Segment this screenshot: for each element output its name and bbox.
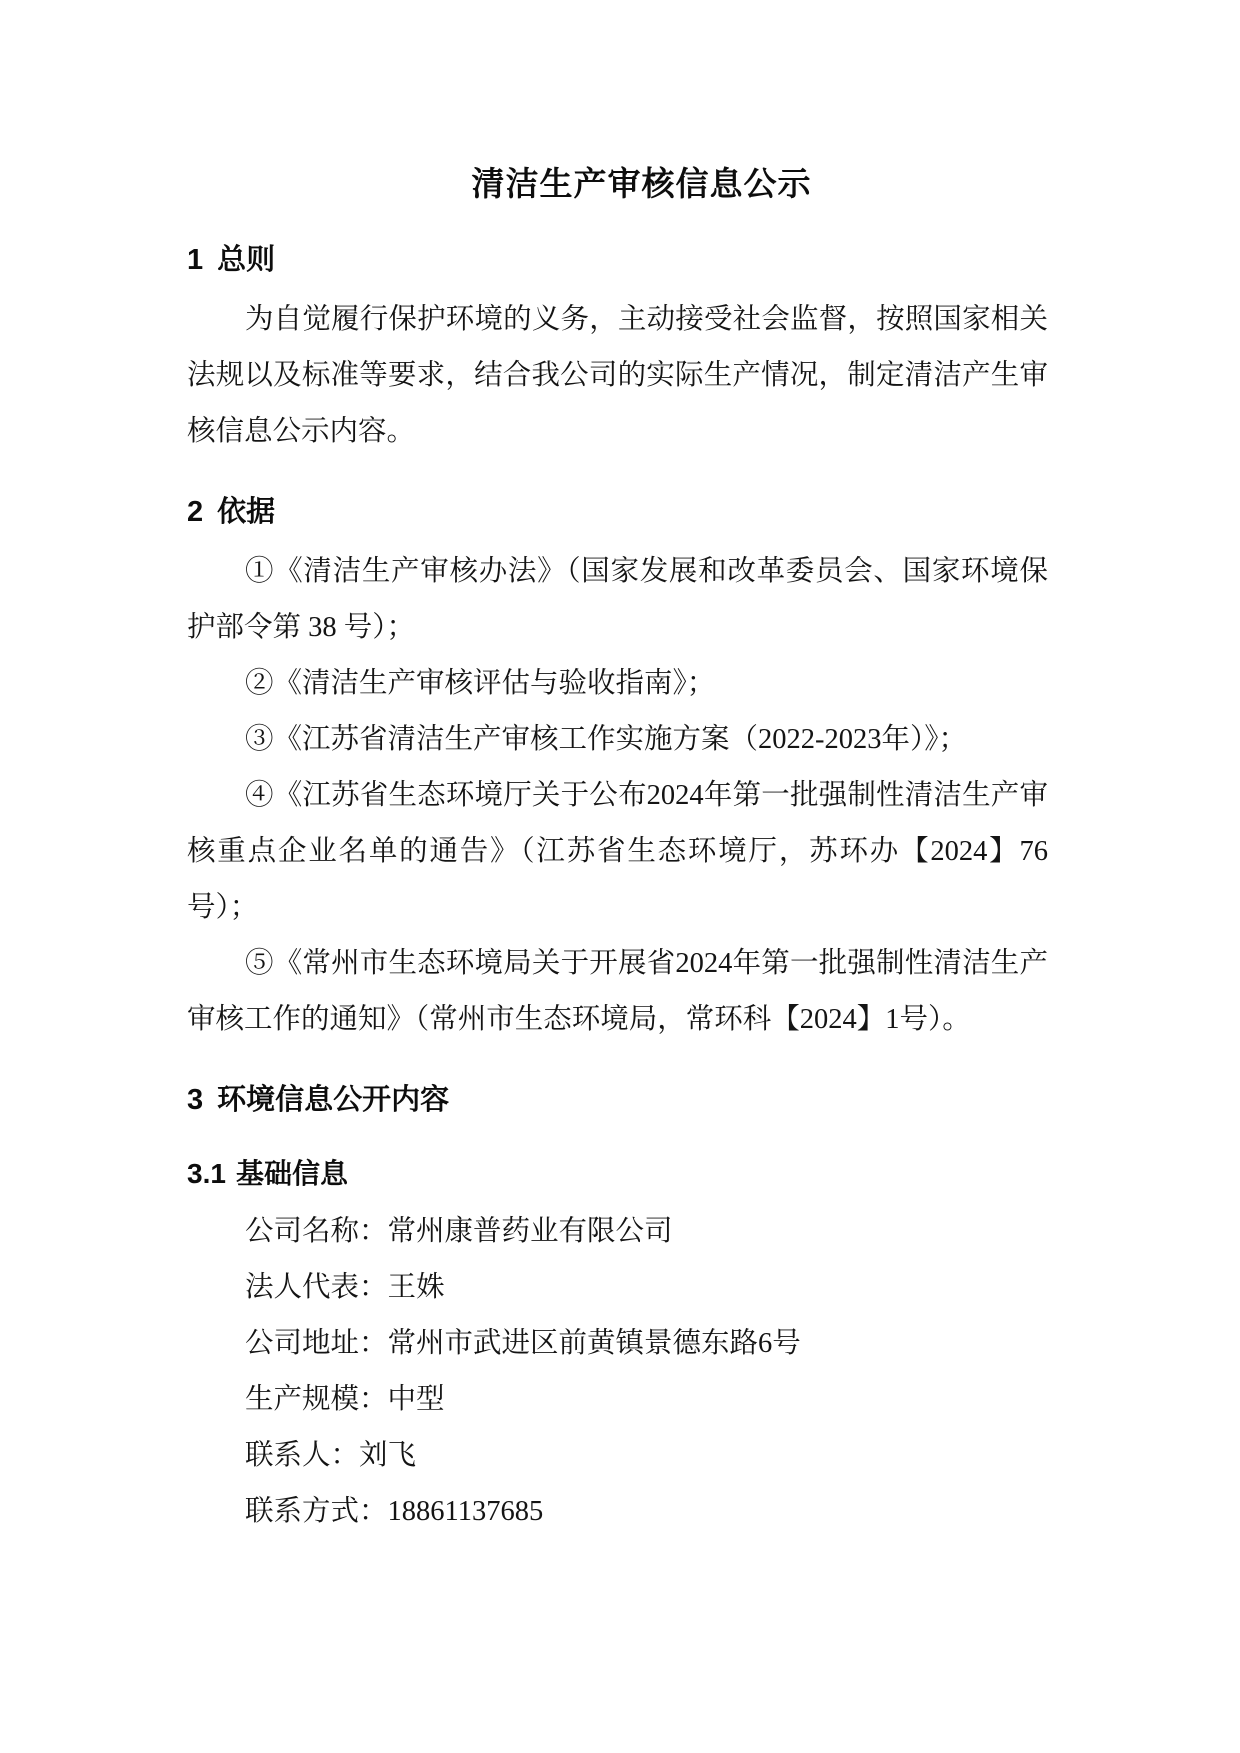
- info-label: 法人代表: [245, 1272, 360, 1303]
- info-contact-person: [187, 1428, 1048, 1484]
- document-title: 清洁生产审核信息公示: [471, 165, 812, 202]
- info-colon: ：: [359, 1216, 388, 1247]
- info-value: 刘飞: [359, 1440, 417, 1471]
- info-label: 公司名称: [245, 1216, 360, 1247]
- section-2-title: 依据: [217, 496, 276, 528]
- info-value: 中型: [387, 1384, 445, 1415]
- subsection-3-1-title: 基础信息: [235, 1158, 348, 1189]
- info-label: 公司地址: [245, 1328, 360, 1359]
- section-1-number: 1: [187, 244, 204, 276]
- info-company-address: [187, 1316, 1048, 1372]
- info-colon: ：: [359, 1496, 388, 1527]
- section-3-heading: [187, 1080, 1048, 1120]
- basis-item-4: ④《江苏省生态环境厅关于公布2024年第一批强制性清洁生产审核重点企业名单的通告》（江苏省生态环境厅，苏环办【2024】76号）；: [187, 780, 1048, 923]
- info-label: 生产规模: [245, 1384, 360, 1415]
- section-1-paragraph: 为自觉履行保护环境的义务，主动接受社会监督，按照国家相关法规以及标准等要求，结合我公司的实际生产情况，制定清洁产生审核信息公示内容。: [187, 304, 1048, 447]
- info-colon: ：: [359, 1272, 388, 1303]
- subsection-3-1-number: 3.1: [187, 1158, 226, 1189]
- info-company-name: [187, 1204, 1048, 1260]
- basis-item-2: ②《清洁生产审核评估与验收指南》；: [245, 668, 716, 699]
- info-label: 联系方式: [245, 1496, 360, 1527]
- info-production-scale: [187, 1372, 1048, 1428]
- basis-item-1: ①《清洁生产审核办法》（国家发展和改革委员会、国家环境保护部令第 38 号）；: [187, 556, 1048, 643]
- info-colon: ：: [359, 1328, 388, 1359]
- info-value: 常州康普药业有限公司: [387, 1216, 673, 1247]
- info-value: 18861137685: [387, 1496, 544, 1527]
- section-1-title: 总则: [217, 244, 276, 276]
- section-3-title: 环境信息公开内容: [217, 1084, 450, 1116]
- basis-item-3: ③《江苏省清洁生产审核工作实施方案（2022-2023年）》；: [245, 724, 967, 755]
- section-2-heading: [187, 492, 1048, 532]
- info-label: 联系人: [245, 1440, 331, 1471]
- info-colon: ：: [359, 1384, 388, 1415]
- info-value: 王姝: [387, 1272, 445, 1303]
- info-contact-phone: [187, 1484, 1048, 1540]
- info-value: 常州市武进区前黄镇景德东路6号: [387, 1328, 801, 1359]
- section-3-number: 3: [187, 1084, 204, 1116]
- section-1-heading: [187, 240, 1048, 280]
- info-legal-representative: [187, 1260, 1048, 1316]
- section-2-number: 2: [187, 496, 204, 528]
- basis-item-5: ⑤《常州市生态环境局关于开展省2024年第一批强制性清洁生产审核工作的通知》（常州市生态环境局，常环科【2024】1号）。: [187, 948, 1048, 1035]
- subsection-3-1-heading: [187, 1154, 1048, 1194]
- info-colon: ：: [330, 1440, 360, 1471]
